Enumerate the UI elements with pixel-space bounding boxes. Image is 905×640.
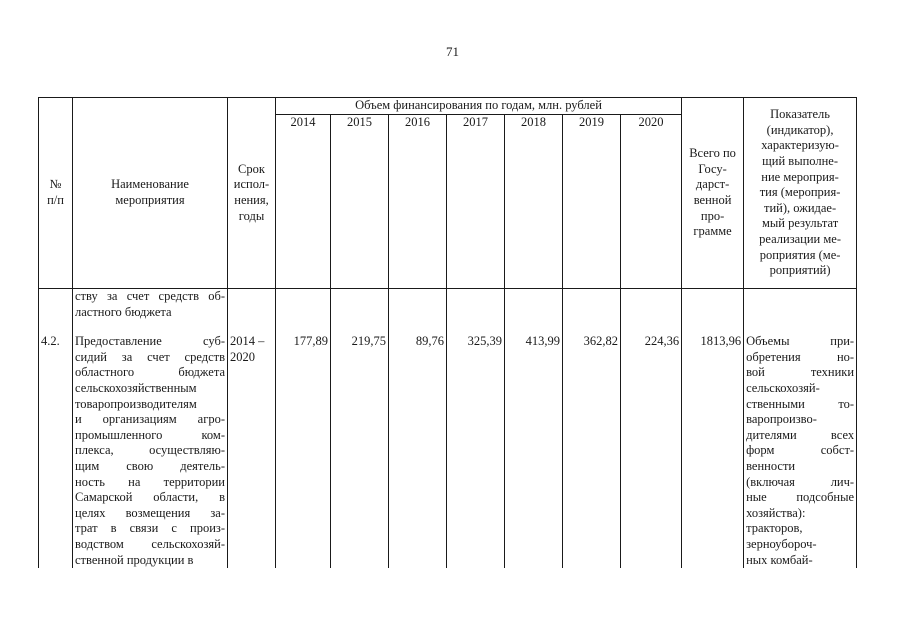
text-line: дителями всех [746, 427, 855, 442]
continuation-num [39, 289, 73, 327]
text-line: ству за счет средств об- [75, 289, 225, 303]
continuation-indicator [744, 289, 857, 327]
header-year-2018: 2018 [505, 115, 563, 289]
text-line: сельскохозяйственным [75, 380, 197, 395]
text-line: венности [746, 458, 796, 473]
continuation-2017 [447, 289, 505, 327]
header-year-2019: 2019 [563, 115, 621, 289]
row-indicator [744, 326, 857, 568]
header-name: Наименование мероприятия [73, 98, 228, 289]
text-line: товаропроизводителям [75, 396, 197, 411]
text-line: тракторов, [746, 521, 803, 536]
continuation-2016 [389, 289, 447, 327]
header-year-2014: 2014 [276, 115, 331, 289]
text-line: промышленного ком- [75, 427, 225, 442]
header-period: Срок испол- нения, годы [228, 98, 276, 289]
header-year-2015: 2015 [331, 115, 389, 289]
text-line: областного бюджета [75, 365, 225, 380]
continuation-period [228, 289, 276, 327]
page-number: 71 [446, 44, 459, 59]
text-line: ность на территории [75, 474, 225, 489]
text-line: ственной продукции в [75, 552, 194, 567]
text-line: (включая лич- [746, 474, 855, 489]
text-line: Самарской области, в [75, 490, 225, 505]
text-line: Объемы при- [746, 334, 855, 349]
row-num: 4.2. [39, 326, 73, 568]
continuation-2020 [621, 289, 682, 327]
text-line: 2020 [230, 349, 255, 364]
row-value-2014: 177,89 [276, 326, 331, 568]
header-year-2016: 2016 [389, 115, 447, 289]
row-value-2016: 89,76 [389, 326, 447, 568]
text-line: водством сельскохозяй- [75, 536, 225, 551]
row-total: 1813,96 [682, 326, 744, 568]
text-line: щим свою деятель- [75, 458, 225, 473]
text-line: трат в связи с произ- [75, 521, 225, 536]
row-period [228, 326, 276, 568]
header-year-2017: 2017 [447, 115, 505, 289]
table-row [39, 326, 857, 568]
text-line: сидий за счет средств [75, 349, 225, 364]
continuation-row [39, 289, 857, 327]
header-indicator: Показатель (индикатор), характеризую- щий выполне- ние мероприя- тия (мероприя- тий), ожидае- мый результат реализации ме- роприятия (ме- роприятий) [744, 98, 857, 289]
continuation-total [682, 289, 744, 327]
text-line: варопроизво- [746, 412, 817, 427]
text-line: зерноубороч- [746, 536, 817, 551]
continuation-2019 [563, 289, 621, 327]
row-value-2017: 325,39 [447, 326, 505, 568]
continuation-name [73, 289, 228, 327]
continuation-2014 [276, 289, 331, 327]
header-financing: Объем финансирования по годам, млн. рублей [276, 98, 682, 115]
text-line: ластного бюджета [75, 304, 172, 319]
text-line: ные подсобные [746, 490, 855, 505]
text-line: сельскохозяй- [746, 380, 820, 395]
row-value-2020: 224,36 [621, 326, 682, 568]
text-line: форм собст- [746, 443, 855, 458]
header-num: № п/п [39, 98, 73, 289]
row-value-2015: 219,75 [331, 326, 389, 568]
text-line: обретения но- [746, 349, 855, 364]
header-year-2020: 2020 [621, 115, 682, 289]
text-line: 2014 – [230, 334, 265, 349]
row-value-2019: 362,82 [563, 326, 621, 568]
row-name [73, 326, 228, 568]
continuation-2015 [331, 289, 389, 327]
text-line: вой техники [746, 365, 855, 380]
text-line: плекса, осуществляю- [75, 443, 225, 458]
text-line: целях возмещения за- [75, 505, 225, 520]
text-line: ных комбай- [746, 552, 813, 567]
text-line: Предоставление суб- [75, 334, 225, 349]
row-value-2018: 413,99 [505, 326, 563, 568]
text-line: и организациям агро- [75, 412, 225, 427]
header-total: Всего по Госу- дарст- венной про- грамме [682, 98, 744, 289]
text-line: ственными то- [746, 396, 855, 411]
financing-table [38, 97, 857, 568]
continuation-2018 [505, 289, 563, 327]
text-line: хозяйства): [746, 505, 806, 520]
